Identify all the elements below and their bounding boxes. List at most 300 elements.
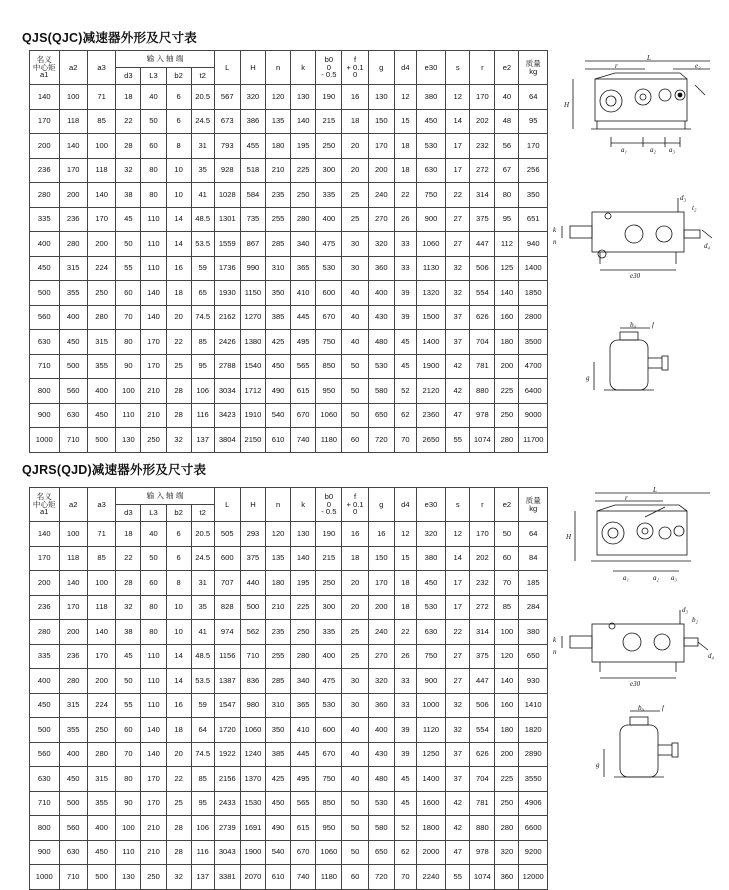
table-cell: 280 bbox=[291, 207, 316, 232]
table-cell: 380 bbox=[416, 546, 446, 571]
table-cell: 140 bbox=[87, 620, 115, 645]
table-cell: 37 bbox=[446, 305, 470, 330]
table-cell: 565 bbox=[291, 354, 316, 379]
table-cell: 950 bbox=[316, 816, 342, 841]
label-f-2: f bbox=[662, 705, 664, 712]
table-cell: 375 bbox=[470, 644, 495, 669]
table-cell: 500 bbox=[87, 865, 115, 890]
table-cell: 59 bbox=[191, 693, 214, 718]
table-cell: 28 bbox=[116, 571, 141, 596]
table-cell: 28 bbox=[166, 840, 191, 865]
table-cell: 530 bbox=[368, 354, 394, 379]
table-cell: 940 bbox=[519, 232, 548, 257]
table-cell: 39 bbox=[394, 281, 416, 306]
table-cell: 95 bbox=[191, 354, 214, 379]
table-cell: 210 bbox=[266, 158, 291, 183]
label-n: n bbox=[553, 238, 557, 246]
table-cell: 250 bbox=[291, 183, 316, 208]
table-cell: 793 bbox=[214, 134, 240, 159]
table-cell: 26 bbox=[394, 207, 416, 232]
table-cell: 85 bbox=[87, 109, 115, 134]
table-cell: 800 bbox=[30, 379, 60, 404]
table-cell: 14 bbox=[446, 109, 470, 134]
table-cell: 600 bbox=[214, 546, 240, 571]
table-row bbox=[30, 158, 548, 183]
table-cell: 67 bbox=[495, 158, 519, 183]
table-cell: 85 bbox=[191, 767, 214, 792]
table-cell: 2156 bbox=[214, 767, 240, 792]
table-cell: 4906 bbox=[519, 791, 548, 816]
table-cell: 1850 bbox=[519, 281, 548, 306]
table-cell: 2426 bbox=[214, 330, 240, 355]
table-cell: 50 bbox=[342, 379, 368, 404]
table-cell: 100 bbox=[116, 816, 141, 841]
table-cell: 10 bbox=[166, 158, 191, 183]
table-cell: 650 bbox=[368, 840, 394, 865]
label-d3-2: d₃ bbox=[682, 606, 688, 614]
table-cell: 85 bbox=[495, 595, 519, 620]
table-cell: 900 bbox=[416, 207, 446, 232]
table-cell: 781 bbox=[470, 791, 495, 816]
label-a1: a₁ bbox=[621, 146, 627, 154]
table-cell: 95 bbox=[519, 109, 548, 134]
table-cell: 445 bbox=[291, 742, 316, 767]
header-e30: e30 bbox=[416, 51, 446, 85]
table-cell: 130 bbox=[291, 522, 316, 547]
table-cell: 30 bbox=[342, 232, 368, 257]
table-cell: 2360 bbox=[416, 403, 446, 428]
table-cell: 16 bbox=[342, 522, 368, 547]
table-cell: 18 bbox=[166, 281, 191, 306]
table-cell: 17 bbox=[446, 571, 470, 596]
section-title-qjs: QJS(QJC)减速器外形及尺寸表 bbox=[22, 31, 197, 45]
table-cell: 112 bbox=[495, 232, 519, 257]
table-cell: 1028 bbox=[214, 183, 240, 208]
table-cell: 280 bbox=[495, 816, 519, 841]
table-cell: 39 bbox=[394, 742, 416, 767]
table-cell: 365 bbox=[291, 256, 316, 281]
label-L-2: L bbox=[653, 487, 657, 494]
label-g: g bbox=[586, 374, 590, 382]
table-cell: 280 bbox=[87, 305, 115, 330]
table-cell: 530 bbox=[316, 693, 342, 718]
table-cell: 293 bbox=[240, 522, 265, 547]
table-cell: 500 bbox=[87, 428, 115, 453]
table-cell: 240 bbox=[368, 620, 394, 645]
label-a3-2: a₃ bbox=[671, 574, 677, 582]
table-cell: 185 bbox=[519, 571, 548, 596]
table-cell: 300 bbox=[316, 595, 342, 620]
table-cell: 978 bbox=[470, 840, 495, 865]
table-cell: 1387 bbox=[214, 669, 240, 694]
table-cell: 704 bbox=[470, 767, 495, 792]
table-cell: 710 bbox=[240, 644, 265, 669]
table-cell: 130 bbox=[368, 85, 394, 110]
table-cell: 978 bbox=[470, 403, 495, 428]
table-cell: 255 bbox=[266, 644, 291, 669]
table-cell: 320 bbox=[368, 232, 394, 257]
table-cell: 52 bbox=[394, 816, 416, 841]
table-cell: 100 bbox=[116, 379, 141, 404]
table-cell: 40 bbox=[495, 85, 519, 110]
label-r: r bbox=[615, 62, 618, 70]
table-cell: 250 bbox=[141, 428, 166, 453]
header-input-shaft: 输 入 轴 端 bbox=[116, 51, 214, 68]
table-cell: 615 bbox=[291, 379, 316, 404]
table-cell: 110 bbox=[141, 644, 166, 669]
table-cell: 256 bbox=[519, 158, 548, 183]
header-t2: t2 bbox=[191, 505, 214, 522]
table-cell: 250 bbox=[495, 403, 519, 428]
table-cell: 135 bbox=[266, 109, 291, 134]
table-cell: 1130 bbox=[416, 256, 446, 281]
table-cell: 240 bbox=[368, 183, 394, 208]
table-cell: 15 bbox=[394, 546, 416, 571]
table-cell: 928 bbox=[214, 158, 240, 183]
table-cell: 1400 bbox=[519, 256, 548, 281]
header-g: g bbox=[368, 488, 394, 522]
table-cell: 530 bbox=[416, 134, 446, 159]
table-cell: 430 bbox=[368, 742, 394, 767]
table-cell: 210 bbox=[141, 816, 166, 841]
table-cell: 880 bbox=[470, 379, 495, 404]
table-cell: 1820 bbox=[519, 718, 548, 743]
table-cell: 450 bbox=[30, 693, 60, 718]
table-cell: 735 bbox=[240, 207, 265, 232]
table-cell: 32 bbox=[446, 718, 470, 743]
table-row bbox=[30, 232, 548, 257]
table-cell: 62 bbox=[394, 840, 416, 865]
table-cell: 22 bbox=[394, 183, 416, 208]
header-n: n bbox=[266, 488, 291, 522]
table-cell: 355 bbox=[87, 791, 115, 816]
table-cell: 140 bbox=[291, 109, 316, 134]
table-cell: 1600 bbox=[416, 791, 446, 816]
table-cell: 14 bbox=[166, 644, 191, 669]
label-a1-2: a₁ bbox=[623, 574, 629, 582]
table-cell: 60 bbox=[495, 546, 519, 571]
table-cell: 50 bbox=[342, 354, 368, 379]
table-cell: 710 bbox=[30, 791, 60, 816]
table-cell: 100 bbox=[495, 620, 519, 645]
table-cell: 280 bbox=[87, 742, 115, 767]
table-cell: 14 bbox=[446, 546, 470, 571]
header-l3: L3 bbox=[141, 68, 166, 85]
table-cell: 118 bbox=[59, 546, 87, 571]
table-cell: 1900 bbox=[416, 354, 446, 379]
table-cell: 70 bbox=[495, 571, 519, 596]
table-cell: 280 bbox=[495, 428, 519, 453]
table-cell: 836 bbox=[240, 669, 265, 694]
table-cell: 55 bbox=[446, 865, 470, 890]
table-cell: 20 bbox=[342, 158, 368, 183]
table-cell: 630 bbox=[416, 620, 446, 645]
table-cell: 17 bbox=[446, 134, 470, 159]
table-cell: 110 bbox=[141, 207, 166, 232]
table-cell: 236 bbox=[30, 158, 60, 183]
table-cell: 27 bbox=[446, 669, 470, 694]
table-cell: 1410 bbox=[519, 693, 548, 718]
table-cell: 32 bbox=[166, 428, 191, 453]
table-cell: 47 bbox=[446, 403, 470, 428]
table-cell: 60 bbox=[342, 428, 368, 453]
table-cell: 450 bbox=[59, 330, 87, 355]
header-l: L bbox=[214, 488, 240, 522]
table-cell: 160 bbox=[495, 693, 519, 718]
table-cell: 32 bbox=[116, 595, 141, 620]
table-row bbox=[30, 281, 548, 306]
table-cell: 20.5 bbox=[191, 85, 214, 110]
table-cell: 20 bbox=[166, 305, 191, 330]
table-cell: 974 bbox=[214, 620, 240, 645]
table-cell: 630 bbox=[30, 330, 60, 355]
table-cell: 16 bbox=[166, 256, 191, 281]
table-cell: 10 bbox=[166, 620, 191, 645]
table-cell: 255 bbox=[266, 207, 291, 232]
top-view-drawing-2 bbox=[552, 602, 727, 687]
table-cell: 800 bbox=[30, 816, 60, 841]
table-cell: 170 bbox=[368, 571, 394, 596]
header-d4: d4 bbox=[394, 51, 416, 85]
table-row bbox=[30, 644, 548, 669]
label-H-2: H bbox=[566, 533, 572, 541]
table-cell: 60 bbox=[342, 865, 368, 890]
table-cell: 50 bbox=[342, 791, 368, 816]
table-cell: 40 bbox=[342, 305, 368, 330]
table-cell: 670 bbox=[291, 840, 316, 865]
table-cell: 930 bbox=[519, 669, 548, 694]
table-cell: 280 bbox=[291, 644, 316, 669]
table-cell: 25 bbox=[166, 354, 191, 379]
table-cell: 64 bbox=[191, 718, 214, 743]
table-cell: 6 bbox=[166, 546, 191, 571]
table-cell: 1301 bbox=[214, 207, 240, 232]
table-cell: 720 bbox=[368, 428, 394, 453]
table-cell: 50 bbox=[116, 232, 141, 257]
table-cell: 180 bbox=[495, 330, 519, 355]
header-s: s bbox=[446, 51, 470, 85]
label-n-2: n bbox=[553, 648, 557, 656]
table-cell: 90 bbox=[116, 354, 141, 379]
table-cell: 60 bbox=[141, 134, 166, 159]
table-row bbox=[30, 595, 548, 620]
table-cell: 60 bbox=[116, 281, 141, 306]
table-cell: 74.5 bbox=[191, 305, 214, 330]
table-cell: 12 bbox=[394, 85, 416, 110]
side-view-drawing-2 bbox=[555, 487, 725, 592]
table-cell: 340 bbox=[291, 232, 316, 257]
table-cell: 17 bbox=[446, 158, 470, 183]
table-cell: 280 bbox=[59, 669, 87, 694]
table-cell: 22 bbox=[394, 620, 416, 645]
table-cell: 140 bbox=[495, 669, 519, 694]
header-input-shaft: 输 入 轴 端 bbox=[116, 488, 214, 505]
table-cell: 2120 bbox=[416, 379, 446, 404]
table-cell: 39 bbox=[394, 305, 416, 330]
table-cell: 170 bbox=[59, 595, 87, 620]
header-h: H bbox=[240, 51, 265, 85]
table-cell: 40 bbox=[342, 718, 368, 743]
table-row bbox=[30, 620, 548, 645]
table-cell: 210 bbox=[141, 840, 166, 865]
table-row bbox=[30, 183, 548, 208]
table-cell: 3043 bbox=[214, 840, 240, 865]
table-cell: 170 bbox=[368, 134, 394, 159]
table-cell: 450 bbox=[416, 571, 446, 596]
table-cell: 500 bbox=[59, 354, 87, 379]
table-cell: 355 bbox=[59, 718, 87, 743]
label-f: f bbox=[652, 322, 654, 329]
table-cell: 314 bbox=[470, 620, 495, 645]
label-e30-2: e30 bbox=[630, 680, 641, 687]
table-cell: 236 bbox=[59, 644, 87, 669]
table-cell: 455 bbox=[240, 134, 265, 159]
table-cell: 56 bbox=[495, 134, 519, 159]
table-cell: 615 bbox=[291, 816, 316, 841]
table-cell: 10 bbox=[166, 183, 191, 208]
table-row bbox=[30, 85, 548, 110]
table-cell: 6 bbox=[166, 522, 191, 547]
table-cell: 118 bbox=[59, 109, 87, 134]
table-cell: 55 bbox=[446, 428, 470, 453]
table-cell: 195 bbox=[291, 134, 316, 159]
table-cell: 31 bbox=[191, 134, 214, 159]
header-h: H bbox=[240, 488, 265, 522]
table-cell: 200 bbox=[495, 742, 519, 767]
table-cell: 52 bbox=[394, 379, 416, 404]
table-cell: 1930 bbox=[214, 281, 240, 306]
table-cell: 1547 bbox=[214, 693, 240, 718]
table-cell: 70 bbox=[116, 305, 141, 330]
table-cell: 315 bbox=[87, 767, 115, 792]
header-mass: 质量 kg bbox=[519, 488, 548, 522]
table-cell: 9200 bbox=[519, 840, 548, 865]
table-cell: 45 bbox=[116, 207, 141, 232]
table-cell: 190 bbox=[316, 85, 342, 110]
table-cell: 232 bbox=[470, 134, 495, 159]
table-cell: 2000 bbox=[416, 840, 446, 865]
table-cell: 554 bbox=[470, 281, 495, 306]
table-cell: 3034 bbox=[214, 379, 240, 404]
table-cell: 225 bbox=[291, 158, 316, 183]
table-cell: 235 bbox=[266, 620, 291, 645]
table-cell: 30 bbox=[342, 693, 368, 718]
table-cell: 200 bbox=[30, 571, 60, 596]
header-b2: b2 bbox=[166, 505, 191, 522]
table-cell: 33 bbox=[394, 693, 416, 718]
header-k: k bbox=[291, 51, 316, 85]
table-cell: 12 bbox=[394, 522, 416, 547]
table-cell: 38 bbox=[116, 620, 141, 645]
table-cell: 280 bbox=[59, 232, 87, 257]
table-cell: 170 bbox=[30, 109, 60, 134]
table-cell: 630 bbox=[59, 403, 87, 428]
table-cell: 150 bbox=[368, 546, 394, 571]
table-cell: 37 bbox=[446, 330, 470, 355]
header-a1: 名义 中心矩 a1 bbox=[30, 51, 60, 85]
table-cell: 53.5 bbox=[191, 232, 214, 257]
table-cell: 1000 bbox=[30, 865, 60, 890]
table-cell: 850 bbox=[316, 791, 342, 816]
header-d3: d3 bbox=[116, 68, 141, 85]
table-row bbox=[30, 354, 548, 379]
table-cell: 42 bbox=[446, 379, 470, 404]
table-cell: 200 bbox=[368, 595, 394, 620]
table-cell: 2433 bbox=[214, 791, 240, 816]
table-cell: 1720 bbox=[214, 718, 240, 743]
table-cell: 42 bbox=[446, 791, 470, 816]
table-cell: 1270 bbox=[240, 305, 265, 330]
table-cell: 40 bbox=[342, 281, 368, 306]
table-cell: 350 bbox=[266, 281, 291, 306]
table-cell: 270 bbox=[368, 207, 394, 232]
table-cell: 27 bbox=[446, 644, 470, 669]
label-a2-2: a₂ bbox=[653, 574, 659, 582]
table-cell: 18 bbox=[394, 595, 416, 620]
table-cell: 3423 bbox=[214, 403, 240, 428]
table-cell: 140 bbox=[291, 546, 316, 571]
table-cell: 130 bbox=[116, 428, 141, 453]
table-cell: 170 bbox=[141, 354, 166, 379]
table-cell: 95 bbox=[191, 791, 214, 816]
table-cell: 750 bbox=[316, 330, 342, 355]
table-cell: 1120 bbox=[416, 718, 446, 743]
table-cell: 600 bbox=[316, 718, 342, 743]
table-cell: 280 bbox=[30, 183, 60, 208]
table-cell: 400 bbox=[30, 232, 60, 257]
table-cell: 118 bbox=[87, 595, 115, 620]
table-cell: 506 bbox=[470, 693, 495, 718]
table-cell: 18 bbox=[394, 158, 416, 183]
table-cell: 385 bbox=[266, 742, 291, 767]
table-cell: 140 bbox=[30, 85, 60, 110]
table-cell: 170 bbox=[59, 158, 87, 183]
table-cell: 80 bbox=[116, 330, 141, 355]
table-cell: 80 bbox=[141, 183, 166, 208]
header-a3: a3 bbox=[87, 488, 115, 522]
table-cell: 440 bbox=[240, 571, 265, 596]
table-cell: 1180 bbox=[316, 428, 342, 453]
table-cell: 1800 bbox=[416, 816, 446, 841]
table-cell: 6600 bbox=[519, 816, 548, 841]
table-row bbox=[30, 791, 548, 816]
table-cell: 170 bbox=[141, 791, 166, 816]
label-d4-2: d₄ bbox=[708, 652, 714, 660]
header-a3: a3 bbox=[87, 51, 115, 85]
table-cell: 80 bbox=[141, 620, 166, 645]
table-cell: 8 bbox=[166, 571, 191, 596]
table-cell: 116 bbox=[191, 840, 214, 865]
table-cell: 47 bbox=[446, 840, 470, 865]
table-cell: 116 bbox=[191, 403, 214, 428]
table-cell: 41 bbox=[191, 183, 214, 208]
table-cell: 2150 bbox=[240, 428, 265, 453]
label-H: H bbox=[564, 101, 570, 109]
table-cell: 20 bbox=[342, 134, 368, 159]
table-cell: 135 bbox=[266, 546, 291, 571]
table-cell: 350 bbox=[266, 718, 291, 743]
table-cell: 285 bbox=[266, 669, 291, 694]
table-cell: 450 bbox=[30, 256, 60, 281]
table-row bbox=[30, 379, 548, 404]
table-cell: 236 bbox=[59, 207, 87, 232]
header-n: n bbox=[266, 51, 291, 85]
table-cell: 1156 bbox=[214, 644, 240, 669]
table-cell: 70 bbox=[116, 742, 141, 767]
table-cell: 25 bbox=[342, 644, 368, 669]
table-cell: 850 bbox=[316, 354, 342, 379]
table-cell: 1400 bbox=[416, 330, 446, 355]
